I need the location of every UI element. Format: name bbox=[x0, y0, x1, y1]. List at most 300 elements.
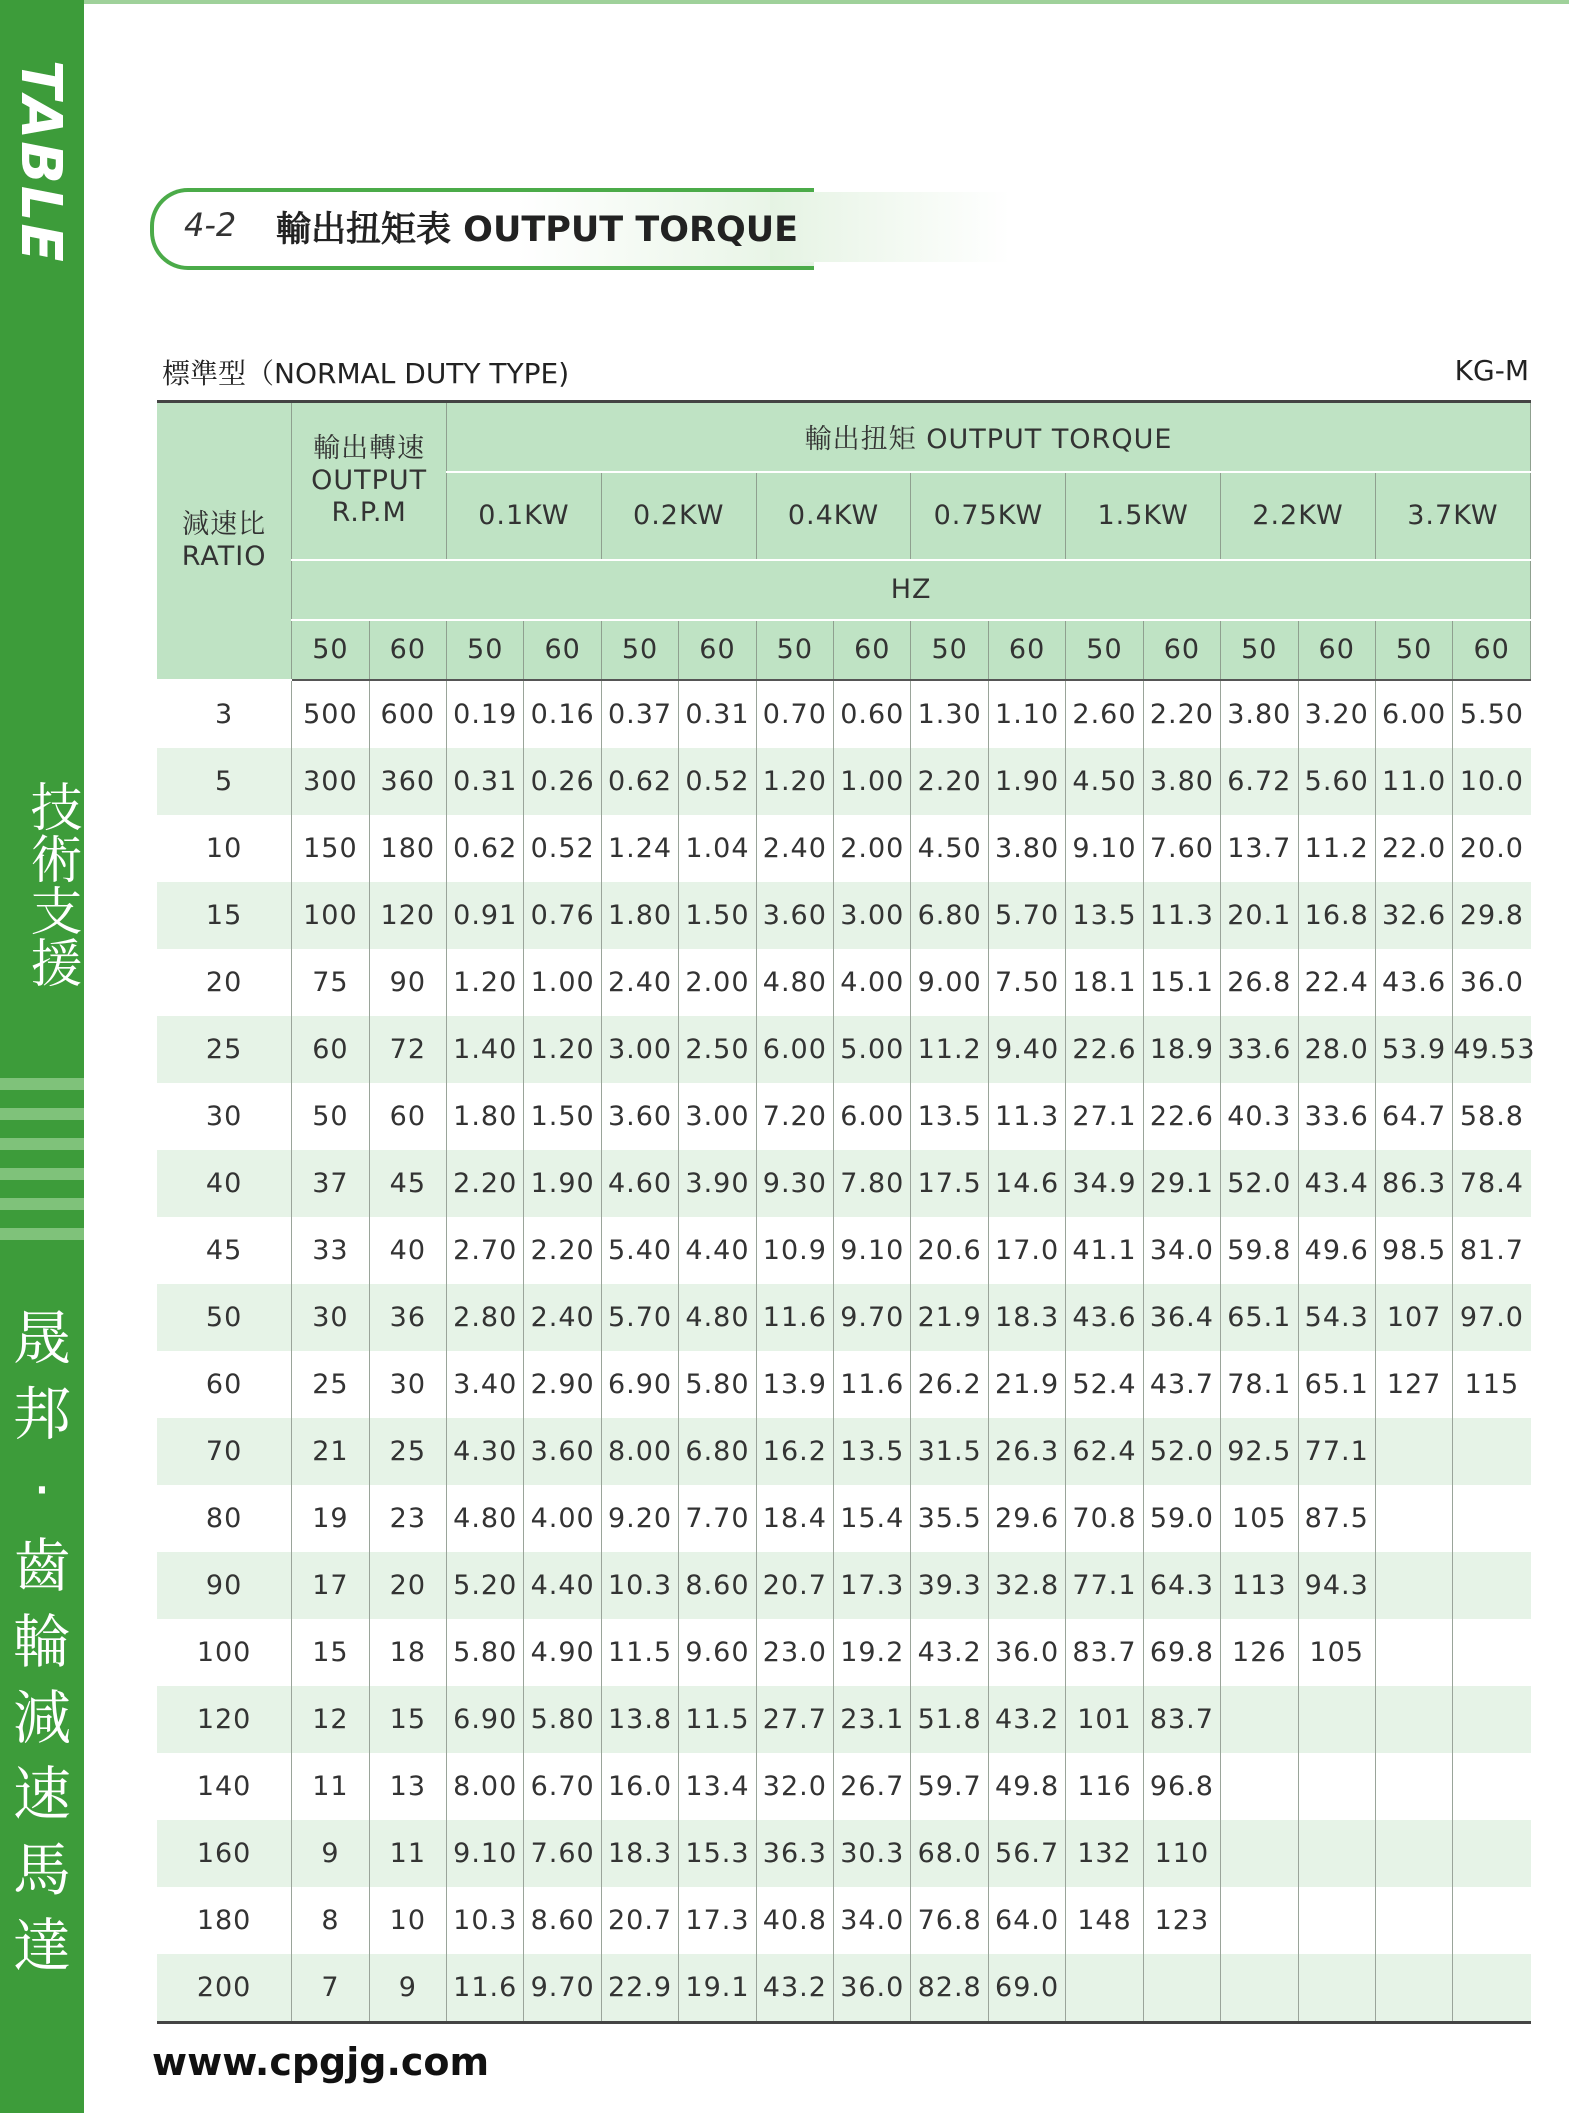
torque-cell: 82.8 bbox=[911, 1954, 988, 2023]
table-row bbox=[157, 1418, 1531, 1485]
torque-cell: 3.00 bbox=[601, 1016, 678, 1083]
torque-cell: 29.1 bbox=[1143, 1150, 1220, 1217]
rpm-cell: 30 bbox=[292, 1284, 369, 1351]
torque-cell: 21.9 bbox=[911, 1284, 988, 1351]
power-header: 0.1KW bbox=[447, 472, 602, 560]
torque-cell: 11.2 bbox=[911, 1016, 988, 1083]
torque-cell: 0.16 bbox=[524, 680, 601, 748]
torque-cell: 13.8 bbox=[601, 1686, 678, 1753]
rpm-cell: 25 bbox=[292, 1351, 369, 1418]
torque-cell: 3.40 bbox=[447, 1351, 524, 1418]
ratio-cell: 90 bbox=[157, 1552, 292, 1619]
torque-cell: 15.1 bbox=[1143, 949, 1220, 1016]
torque-cell: 86.3 bbox=[1375, 1150, 1452, 1217]
table-row bbox=[157, 748, 1531, 815]
torque-cell bbox=[1143, 1954, 1220, 2023]
torque-cell bbox=[1221, 1820, 1298, 1887]
torque-cell: 83.7 bbox=[1143, 1686, 1220, 1753]
hz-value: 60 bbox=[679, 620, 756, 680]
model-code: KG-M bbox=[1454, 354, 1529, 387]
torque-cell: 116 bbox=[1066, 1753, 1143, 1820]
torque-cell: 1.40 bbox=[447, 1016, 524, 1083]
torque-cell: 2.70 bbox=[447, 1217, 524, 1284]
torque-cell: 1.20 bbox=[524, 1016, 601, 1083]
rpm-cell: 19 bbox=[292, 1485, 369, 1552]
torque-cell: 0.60 bbox=[834, 680, 911, 748]
torque-cell: 43.2 bbox=[756, 1954, 833, 2023]
table-row bbox=[157, 1150, 1531, 1217]
torque-cell: 115 bbox=[1453, 1351, 1531, 1418]
rpm-cell: 360 bbox=[369, 748, 446, 815]
torque-cell: 4.80 bbox=[756, 949, 833, 1016]
torque-cell bbox=[1453, 1619, 1531, 1686]
power-header: 3.7KW bbox=[1375, 472, 1530, 560]
torque-cell: 13.4 bbox=[679, 1753, 756, 1820]
torque-cell: 126 bbox=[1221, 1619, 1298, 1686]
ratio-cell: 3 bbox=[157, 680, 292, 748]
torque-cell: 3.60 bbox=[524, 1418, 601, 1485]
torque-cell: 15.3 bbox=[679, 1820, 756, 1887]
torque-cell: 23.1 bbox=[834, 1686, 911, 1753]
torque-cell bbox=[1453, 1552, 1531, 1619]
torque-cell: 9.70 bbox=[834, 1284, 911, 1351]
top-border bbox=[0, 0, 1569, 4]
torque-cell bbox=[1221, 1686, 1298, 1753]
torque-cell: 43.7 bbox=[1143, 1351, 1220, 1418]
torque-cell: 1.20 bbox=[756, 748, 833, 815]
torque-cell: 22.4 bbox=[1298, 949, 1375, 1016]
rpm-cell: 21 bbox=[292, 1418, 369, 1485]
torque-cell: 43.6 bbox=[1066, 1284, 1143, 1351]
hz-value: 60 bbox=[1453, 620, 1531, 680]
torque-cell: 0.62 bbox=[601, 748, 678, 815]
torque-cell: 9.10 bbox=[1066, 815, 1143, 882]
torque-cell: 18.4 bbox=[756, 1485, 833, 1552]
torque-cell: 15.4 bbox=[834, 1485, 911, 1552]
torque-cell: 6.00 bbox=[756, 1016, 833, 1083]
torque-cell: 0.31 bbox=[679, 680, 756, 748]
torque-cell: 7.50 bbox=[988, 949, 1065, 1016]
torque-cell: 9.00 bbox=[911, 949, 988, 1016]
torque-cell: 64.3 bbox=[1143, 1552, 1220, 1619]
torque-cell: 0.91 bbox=[447, 882, 524, 949]
torque-cell: 21.9 bbox=[988, 1351, 1065, 1418]
torque-cell: 5.80 bbox=[447, 1619, 524, 1686]
torque-cell: 0.52 bbox=[524, 815, 601, 882]
torque-cell: 26.8 bbox=[1221, 949, 1298, 1016]
torque-cell: 2.20 bbox=[911, 748, 988, 815]
torque-cell: 18.9 bbox=[1143, 1016, 1220, 1083]
torque-cell: 83.7 bbox=[1066, 1619, 1143, 1686]
torque-cell: 3.00 bbox=[834, 882, 911, 949]
torque-cell: 29.8 bbox=[1453, 882, 1531, 949]
table-row bbox=[157, 1619, 1531, 1686]
torque-cell: 52.4 bbox=[1066, 1351, 1143, 1418]
torque-cell: 17.3 bbox=[834, 1552, 911, 1619]
ratio-cell: 5 bbox=[157, 748, 292, 815]
torque-cell: 7.60 bbox=[524, 1820, 601, 1887]
table-row bbox=[157, 1485, 1531, 1552]
torque-cell: 16.0 bbox=[601, 1753, 678, 1820]
torque-cell: 17.0 bbox=[988, 1217, 1065, 1284]
torque-cell: 70.8 bbox=[1066, 1485, 1143, 1552]
torque-cell: 9.10 bbox=[834, 1217, 911, 1284]
ratio-cell: 20 bbox=[157, 949, 292, 1016]
torque-cell: 5.60 bbox=[1298, 748, 1375, 815]
torque-cell: 9.40 bbox=[988, 1016, 1065, 1083]
torque-cell: 13.5 bbox=[834, 1418, 911, 1485]
torque-cell: 3.00 bbox=[679, 1083, 756, 1150]
torque-cell: 69.0 bbox=[988, 1954, 1065, 2023]
torque-cell: 64.0 bbox=[988, 1887, 1065, 1954]
rpm-cell: 100 bbox=[292, 882, 369, 949]
torque-cell bbox=[1375, 1753, 1452, 1820]
hz-value: 60 bbox=[834, 620, 911, 680]
torque-cell: 2.60 bbox=[1066, 680, 1143, 748]
ratio-cell: 100 bbox=[157, 1619, 292, 1686]
torque-cell: 9.70 bbox=[524, 1954, 601, 2023]
torque-cell: 3.60 bbox=[601, 1083, 678, 1150]
rpm-cell: 25 bbox=[369, 1418, 446, 1485]
table-row bbox=[157, 1217, 1531, 1284]
torque-cell: 81.7 bbox=[1453, 1217, 1531, 1284]
torque-cell: 4.30 bbox=[447, 1418, 524, 1485]
ratio-cell: 45 bbox=[157, 1217, 292, 1284]
hz-value: 50 bbox=[911, 620, 988, 680]
torque-cell: 1.80 bbox=[601, 882, 678, 949]
torque-cell: 1.10 bbox=[988, 680, 1065, 748]
torque-cell: 6.00 bbox=[834, 1083, 911, 1150]
torque-cell: 10.9 bbox=[756, 1217, 833, 1284]
ratio-header: 減速比 RATIO bbox=[157, 402, 292, 680]
hz-value: 50 bbox=[1375, 620, 1452, 680]
torque-cell bbox=[1453, 1686, 1531, 1753]
torque-cell: 27.1 bbox=[1066, 1083, 1143, 1150]
torque-cell: 49.53 bbox=[1453, 1016, 1531, 1083]
torque-cell: 11.6 bbox=[756, 1284, 833, 1351]
torque-cell: 34.9 bbox=[1066, 1150, 1143, 1217]
torque-cell: 3.20 bbox=[1298, 680, 1375, 748]
table-row bbox=[157, 949, 1531, 1016]
torque-cell: 39.3 bbox=[911, 1552, 988, 1619]
torque-cell: 4.40 bbox=[679, 1217, 756, 1284]
power-header: 1.5KW bbox=[1066, 472, 1221, 560]
torque-cell: 11.3 bbox=[1143, 882, 1220, 949]
table-row bbox=[157, 1284, 1531, 1351]
torque-cell: 20.1 bbox=[1221, 882, 1298, 949]
torque-cell bbox=[1375, 1619, 1452, 1686]
torque-cell: 65.1 bbox=[1298, 1351, 1375, 1418]
hz-values-row bbox=[157, 620, 1531, 680]
torque-cell: 34.0 bbox=[834, 1887, 911, 1954]
torque-cell: 52.0 bbox=[1221, 1150, 1298, 1217]
torque-cell: 40.8 bbox=[756, 1887, 833, 1954]
rpm-cell: 50 bbox=[292, 1083, 369, 1150]
torque-cell: 11.5 bbox=[679, 1686, 756, 1753]
torque-cell: 17.5 bbox=[911, 1150, 988, 1217]
rpm-cell: 8 bbox=[292, 1887, 369, 1954]
hz-value: 50 bbox=[447, 620, 524, 680]
section-title: 輸出扭矩表 OUTPUT TORQUE bbox=[276, 210, 799, 250]
torque-cell: 78.1 bbox=[1221, 1351, 1298, 1418]
torque-cell: 13.7 bbox=[1221, 815, 1298, 882]
torque-cell: 43.6 bbox=[1375, 949, 1452, 1016]
torque-cell: 41.1 bbox=[1066, 1217, 1143, 1284]
torque-cell bbox=[1298, 1820, 1375, 1887]
torque-cell: 76.8 bbox=[911, 1887, 988, 1954]
table-row bbox=[157, 882, 1531, 949]
torque-cell: 7.60 bbox=[1143, 815, 1220, 882]
torque-cell bbox=[1375, 1954, 1452, 2023]
table-row bbox=[157, 680, 1531, 748]
hz-value: 50 bbox=[1221, 620, 1298, 680]
rpm-cell: 36 bbox=[369, 1284, 446, 1351]
rpm-cell: 40 bbox=[369, 1217, 446, 1284]
torque-cell: 7.80 bbox=[834, 1150, 911, 1217]
torque-cell: 49.6 bbox=[1298, 1217, 1375, 1284]
sidebar-company-name: 晟 邦 · 齒 輪 減 速 馬 達 bbox=[12, 1304, 71, 1980]
torque-cell: 2.20 bbox=[1143, 680, 1220, 748]
torque-cell: 65.1 bbox=[1221, 1284, 1298, 1351]
rpm-cell: 37 bbox=[292, 1150, 369, 1217]
torque-cell: 18.1 bbox=[1066, 949, 1143, 1016]
torque-cell: 92.5 bbox=[1221, 1418, 1298, 1485]
torque-cell: 127 bbox=[1375, 1351, 1452, 1418]
table-row bbox=[157, 1686, 1531, 1753]
torque-cell: 56.7 bbox=[988, 1820, 1065, 1887]
torque-cell: 59.0 bbox=[1143, 1485, 1220, 1552]
hz-value: 60 bbox=[1298, 620, 1375, 680]
table-row bbox=[157, 815, 1531, 882]
power-header: 2.2KW bbox=[1221, 472, 1376, 560]
torque-cell: 11.6 bbox=[447, 1954, 524, 2023]
hz-value: 50 bbox=[756, 620, 833, 680]
torque-cell: 5.40 bbox=[601, 1217, 678, 1284]
torque-cell bbox=[1375, 1485, 1452, 1552]
torque-cell: 110 bbox=[1143, 1820, 1220, 1887]
torque-cell: 11.5 bbox=[601, 1619, 678, 1686]
torque-cell: 77.1 bbox=[1066, 1552, 1143, 1619]
table-body bbox=[157, 680, 1536, 2023]
torque-cell: 16.2 bbox=[756, 1418, 833, 1485]
rpm-cell: 600 bbox=[369, 680, 446, 748]
power-header: 0.4KW bbox=[756, 472, 911, 560]
ratio-cell: 140 bbox=[157, 1753, 292, 1820]
torque-cell: 105 bbox=[1298, 1619, 1375, 1686]
torque-cell: 19.1 bbox=[679, 1954, 756, 2023]
torque-cell: 0.76 bbox=[524, 882, 601, 949]
rpm-cell: 120 bbox=[369, 882, 446, 949]
torque-cell bbox=[1221, 1954, 1298, 2023]
torque-cell: 28.0 bbox=[1298, 1016, 1375, 1083]
torque-cell: 36.0 bbox=[834, 1954, 911, 2023]
torque-cell: 101 bbox=[1066, 1686, 1143, 1753]
torque-cell bbox=[1066, 1954, 1143, 2023]
torque-cell: 43.2 bbox=[911, 1619, 988, 1686]
torque-cell: 2.00 bbox=[834, 815, 911, 882]
torque-cell: 3.80 bbox=[1221, 680, 1298, 748]
torque-cell bbox=[1453, 1753, 1531, 1820]
torque-cell: 11.2 bbox=[1298, 815, 1375, 882]
table-row bbox=[157, 1820, 1531, 1887]
torque-cell: 20.7 bbox=[601, 1887, 678, 1954]
ratio-cell: 30 bbox=[157, 1083, 292, 1150]
torque-cell: 35.5 bbox=[911, 1485, 988, 1552]
torque-cell: 59.7 bbox=[911, 1753, 988, 1820]
torque-cell: 98.5 bbox=[1375, 1217, 1452, 1284]
torque-cell: 19.2 bbox=[834, 1619, 911, 1686]
torque-cell: 4.00 bbox=[834, 949, 911, 1016]
torque-cell bbox=[1375, 1552, 1452, 1619]
sidebar: TECHNICAL TABLE 技術支援 晟 邦 · 齒 輪 減 速 馬 達 bbox=[0, 0, 84, 2113]
torque-cell: 87.5 bbox=[1298, 1485, 1375, 1552]
torque-cell: 94.3 bbox=[1298, 1552, 1375, 1619]
rpm-cell: 60 bbox=[369, 1083, 446, 1150]
torque-cell: 10.0 bbox=[1453, 748, 1531, 815]
torque-cell: 17.3 bbox=[679, 1887, 756, 1954]
torque-cell: 3.80 bbox=[1143, 748, 1220, 815]
torque-cell: 0.37 bbox=[601, 680, 678, 748]
torque-cell: 26.3 bbox=[988, 1418, 1065, 1485]
hz-header: HZ bbox=[292, 560, 1531, 620]
torque-cell: 23.0 bbox=[756, 1619, 833, 1686]
sidebar-title-cn: 技術支援 bbox=[21, 780, 81, 988]
rpm-cell: 60 bbox=[292, 1016, 369, 1083]
torque-cell: 22.0 bbox=[1375, 815, 1452, 882]
torque-cell: 5.50 bbox=[1453, 680, 1531, 748]
torque-cell: 10.3 bbox=[447, 1887, 524, 1954]
torque-cell bbox=[1298, 1686, 1375, 1753]
rpm-cell: 15 bbox=[369, 1686, 446, 1753]
torque-cell: 29.6 bbox=[988, 1485, 1065, 1552]
torque-cell: 58.8 bbox=[1453, 1083, 1531, 1150]
torque-cell: 1.50 bbox=[524, 1083, 601, 1150]
table-row bbox=[157, 1753, 1531, 1820]
torque-cell bbox=[1453, 1485, 1531, 1552]
torque-cell: 13.5 bbox=[911, 1083, 988, 1150]
torque-cell: 4.80 bbox=[679, 1284, 756, 1351]
torque-cell: 43.4 bbox=[1298, 1150, 1375, 1217]
torque-cell: 78.4 bbox=[1453, 1150, 1531, 1217]
torque-cell: 0.31 bbox=[447, 748, 524, 815]
rpm-cell: 7 bbox=[292, 1954, 369, 2023]
torque-cell: 59.8 bbox=[1221, 1217, 1298, 1284]
rpm-cell: 12 bbox=[292, 1686, 369, 1753]
ratio-cell: 120 bbox=[157, 1686, 292, 1753]
torque-cell: 51.8 bbox=[911, 1686, 988, 1753]
torque-cell: 36.0 bbox=[988, 1619, 1065, 1686]
torque-cell bbox=[1375, 1686, 1452, 1753]
torque-cell bbox=[1298, 1887, 1375, 1954]
rpm-cell: 20 bbox=[369, 1552, 446, 1619]
torque-cell: 5.00 bbox=[834, 1016, 911, 1083]
sidebar-stripes bbox=[0, 1060, 84, 1250]
torque-cell: 0.26 bbox=[524, 748, 601, 815]
torque-cell: 8.00 bbox=[447, 1753, 524, 1820]
torque-cell: 0.19 bbox=[447, 680, 524, 748]
torque-cell: 4.50 bbox=[1066, 748, 1143, 815]
torque-cell: 6.90 bbox=[601, 1351, 678, 1418]
torque-cell: 7.20 bbox=[756, 1083, 833, 1150]
torque-cell: 0.70 bbox=[756, 680, 833, 748]
hz-value: 50 bbox=[601, 620, 678, 680]
rpm-cell: 17 bbox=[292, 1552, 369, 1619]
torque-cell: 9.60 bbox=[679, 1619, 756, 1686]
torque-cell: 77.1 bbox=[1298, 1418, 1375, 1485]
hz-value: 60 bbox=[1143, 620, 1220, 680]
torque-cell bbox=[1453, 1820, 1531, 1887]
torque-cell bbox=[1375, 1820, 1452, 1887]
torque-cell: 5.70 bbox=[988, 882, 1065, 949]
output-torque-table bbox=[157, 400, 1536, 2024]
ratio-cell: 160 bbox=[157, 1820, 292, 1887]
torque-cell: 105 bbox=[1221, 1485, 1298, 1552]
ratio-cell: 70 bbox=[157, 1418, 292, 1485]
hz-value: 60 bbox=[369, 620, 446, 680]
torque-cell: 4.90 bbox=[524, 1619, 601, 1686]
rpm-cell: 180 bbox=[369, 815, 446, 882]
ratio-cell: 10 bbox=[157, 815, 292, 882]
hz-value: 50 bbox=[292, 620, 369, 680]
rpm-cell: 90 bbox=[369, 949, 446, 1016]
torque-cell: 30.3 bbox=[834, 1820, 911, 1887]
rpm-cell: 30 bbox=[369, 1351, 446, 1418]
torque-cell: 3.90 bbox=[679, 1150, 756, 1217]
torque-cell: 9.10 bbox=[447, 1820, 524, 1887]
torque-cell: 2.20 bbox=[447, 1150, 524, 1217]
torque-cell: 27.7 bbox=[756, 1686, 833, 1753]
torque-cell: 53.9 bbox=[1375, 1016, 1452, 1083]
ratio-cell: 200 bbox=[157, 1954, 292, 2023]
hz-value: 60 bbox=[988, 620, 1065, 680]
rpm-cell: 500 bbox=[292, 680, 369, 748]
torque-cell: 11.3 bbox=[988, 1083, 1065, 1150]
rpm-cell: 11 bbox=[369, 1820, 446, 1887]
torque-cell: 13.5 bbox=[1066, 882, 1143, 949]
torque-cell: 52.0 bbox=[1143, 1418, 1220, 1485]
torque-cell: 33.6 bbox=[1298, 1083, 1375, 1150]
website-url: www.cpgjg.com bbox=[152, 2040, 490, 2084]
torque-cell: 7.70 bbox=[679, 1485, 756, 1552]
torque-cell bbox=[1375, 1887, 1452, 1954]
ratio-cell: 180 bbox=[157, 1887, 292, 1954]
torque-cell: 6.80 bbox=[911, 882, 988, 949]
torque-cell: 2.00 bbox=[679, 949, 756, 1016]
torque-cell: 132 bbox=[1066, 1820, 1143, 1887]
ratio-cell: 50 bbox=[157, 1284, 292, 1351]
torque-cell bbox=[1221, 1753, 1298, 1820]
ratio-cell: 15 bbox=[157, 882, 292, 949]
torque-cell: 20.7 bbox=[756, 1552, 833, 1619]
rpm-cell: 45 bbox=[369, 1150, 446, 1217]
hz-value: 60 bbox=[524, 620, 601, 680]
torque-cell: 9.30 bbox=[756, 1150, 833, 1217]
ratio-cell: 40 bbox=[157, 1150, 292, 1217]
torque-cell: 18.3 bbox=[988, 1284, 1065, 1351]
torque-cell: 1.30 bbox=[911, 680, 988, 748]
torque-cell: 54.3 bbox=[1298, 1284, 1375, 1351]
torque-cell: 26.7 bbox=[834, 1753, 911, 1820]
torque-cell: 4.00 bbox=[524, 1485, 601, 1552]
torque-cell: 22.6 bbox=[1143, 1083, 1220, 1150]
torque-cell: 6.90 bbox=[447, 1686, 524, 1753]
torque-cell: 3.60 bbox=[756, 882, 833, 949]
torque-cell: 5.70 bbox=[601, 1284, 678, 1351]
torque-cell: 6.72 bbox=[1221, 748, 1298, 815]
rpm-cell: 13 bbox=[369, 1753, 446, 1820]
torque-cell: 26.2 bbox=[911, 1351, 988, 1418]
table-row bbox=[157, 1351, 1531, 1418]
